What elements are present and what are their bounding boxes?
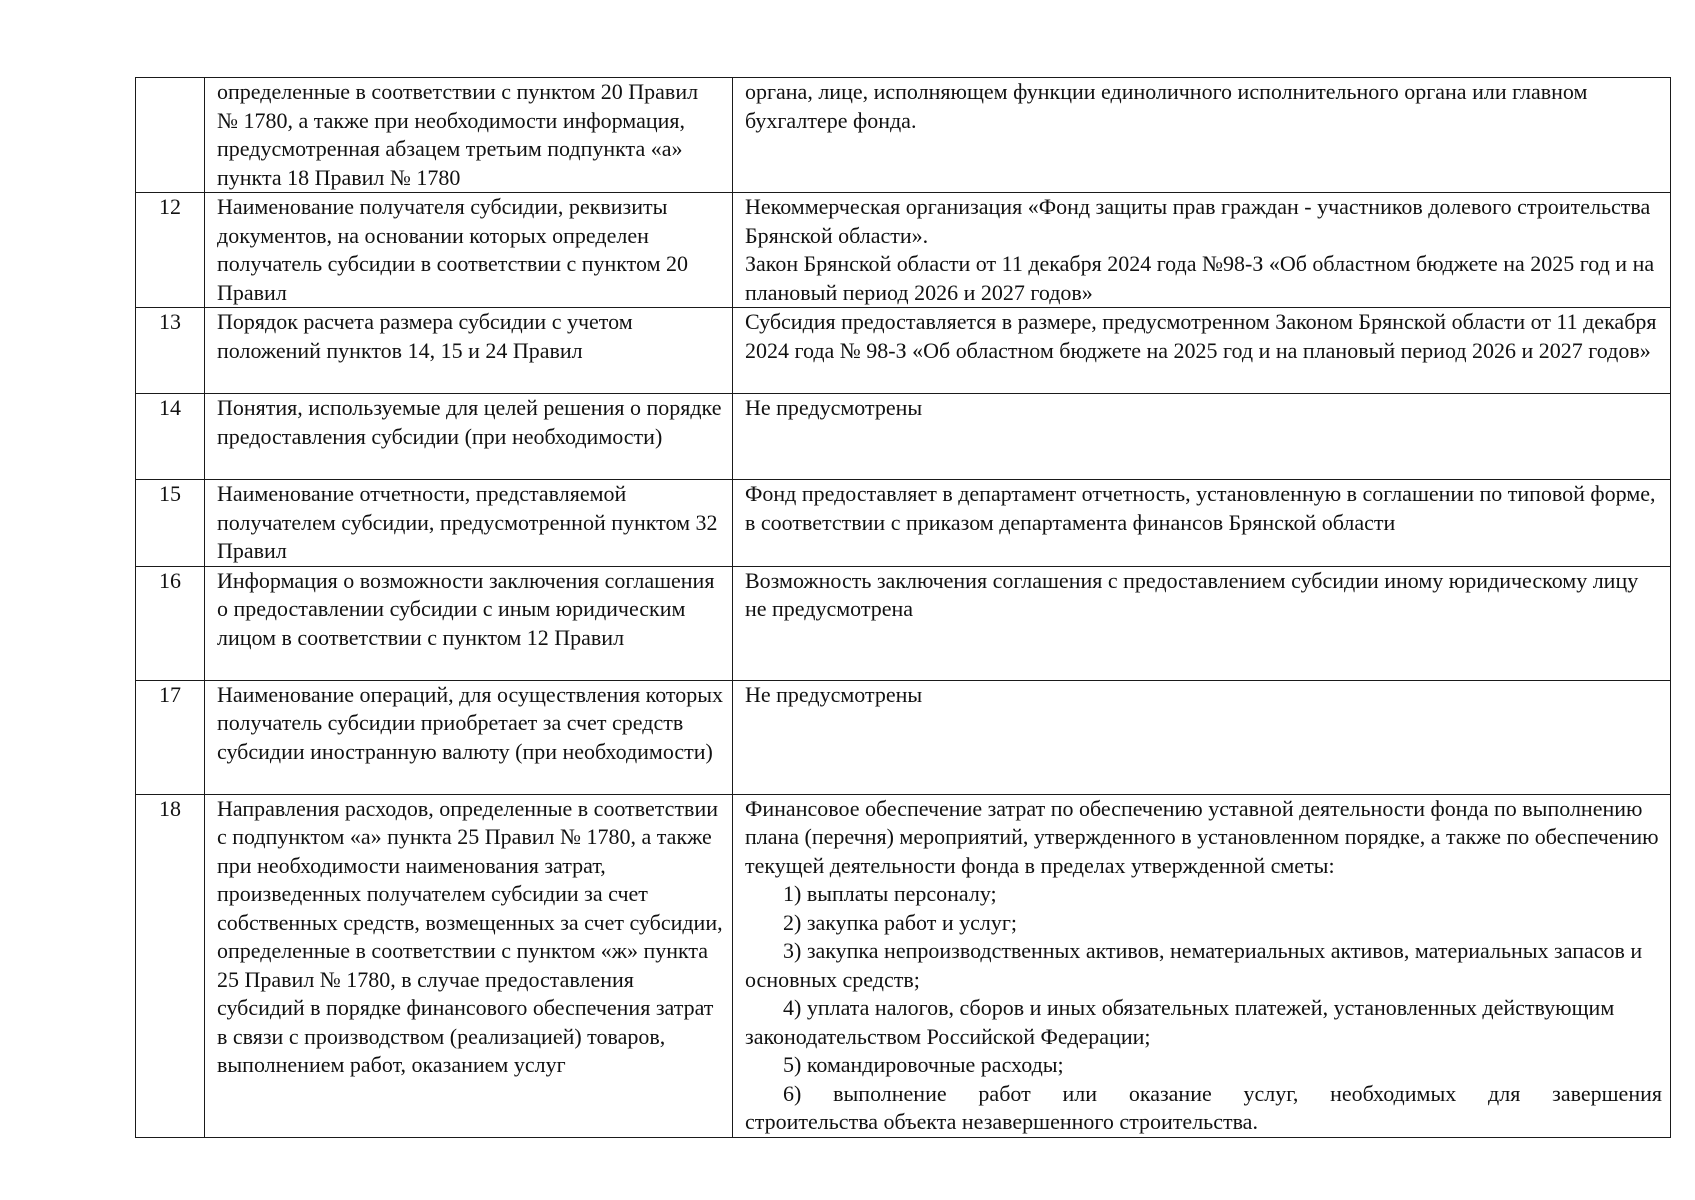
list-item-continuation: строительства объекта незавершенного строительства. [745, 1109, 1258, 1134]
value-paragraph: Закон Брянской области от 11 декабря 2024 года №98-З «Об областном бюджете на 2025 год и на плановый период 2026 и 2027 годов» [745, 251, 1655, 305]
list-item: 5) командировочные расходы; [783, 1052, 1064, 1077]
list-item: 3) закупка непроизводственных активов, нематериальных активов, материальных запасов и основных средств; [745, 938, 1643, 992]
row-value [733, 308, 1671, 394]
row-number: 13 [136, 308, 205, 394]
row-number: 14 [136, 394, 205, 480]
table-row [136, 308, 1671, 394]
table-row [136, 680, 1671, 794]
row-description: Понятия, используемые для целей решения о порядке предоставления субсидии (при необходимости) [205, 394, 733, 480]
row-number: 12 [136, 193, 205, 308]
row-description: Наименование операций, для осуществления которых получатель субсидии приобретает за счет средств субсидии иностранную валюту (при необходимости) [205, 680, 733, 794]
value-paragraph: Финансовое обеспечение затрат по обеспечению уставной деятельности фонда по выполнению плана (перечня) мероприятий, утвержденного в установленном порядке, а также по обеспечению текущей деятельности фонда в пределах утвержденной сметы: [745, 795, 1659, 878]
document-page [135, 77, 1670, 1138]
row-value [733, 566, 1671, 680]
value-paragraph: Не предусмотрены [745, 395, 923, 420]
row-number [136, 78, 205, 193]
row-value [733, 394, 1671, 480]
row-value [733, 794, 1671, 1137]
table-row [136, 566, 1671, 680]
row-description: Информация о возможности заключения соглашения о предоставлении субсидии с иным юридическим лицом в соответствии с пунктом 12 Правил [205, 566, 733, 680]
subsidy-table [135, 77, 1671, 1138]
row-value [733, 480, 1671, 567]
row-value [733, 78, 1671, 193]
row-description: Наименование отчетности, представляемой получателем субсидии, предусмотренной пунктом 32 Правил [205, 480, 733, 567]
row-description: определенные в соответствии с пунктом 20 Правил № 1780, а также при необходимости информация, предусмотренная абзацем третьим подпункта «а» пункта 18 Правил № 1780 [205, 78, 733, 193]
row-description: Направления расходов, определенные в соответствии с подпунктом «а» пункта 25 Правил № 1780, а также при необходимости наименования затрат, произведенных получателем субсидии за счет собственных средств, возмещенных за счет субсидии, определенные в соответствии с пунктом «ж» пункта 25 Правил № 1780, в случае предоставления субсидий в порядке финансового обеспечения затрат в связи с производством (реализацией) товаров, выполнением работ, оказанием услуг [205, 794, 733, 1137]
row-value [733, 193, 1671, 308]
row-number: 18 [136, 794, 205, 1137]
list-item: 6) выполнение работ или оказание услуг, необходимых для завершения [783, 1080, 1662, 1106]
table-row [136, 394, 1671, 480]
list-item: 2) закупка работ и услуг; [783, 909, 1017, 935]
row-value [733, 680, 1671, 794]
row-description: Наименование получателя субсидии, реквизиты документов, на основании которых определен получатель субсидии в соответствии с пунктом 20 Правил [205, 193, 733, 308]
table-row [136, 794, 1671, 1137]
row-number: 16 [136, 566, 205, 680]
row-number: 17 [136, 680, 205, 794]
value-paragraph: Субсидия предоставляется в размере, предусмотренном Законом Брянской области от 11 декабря 2024 года № 98-З «Об областном бюджете на 2025 год и на плановый период 2026 и 2027 годов» [745, 309, 1657, 363]
row-description: Порядок расчета размера субсидии с учетом положений пунктов 14, 15 и 24 Правил [205, 308, 733, 394]
table-row [136, 193, 1671, 308]
value-paragraph: Не предусмотрены [745, 681, 923, 707]
table-row [136, 480, 1671, 567]
list-item: 1) выплаты персоналу; [783, 881, 997, 906]
value-paragraph: органа, лице, исполняющем функции единоличного исполнительного органа или главном бухгалтере фонда. [745, 79, 1588, 133]
row-number: 15 [136, 480, 205, 567]
value-paragraph: Фонд предоставляет в департамент отчетность, установленную в соглашении по типовой форме, в соответствии с приказом департамента финансов Брянской области [745, 481, 1656, 535]
table-row [136, 78, 1671, 193]
list-item: 4) уплата налогов, сборов и иных обязательных платежей, установленных действующим законодательством Российской Федерации; [745, 995, 1615, 1049]
value-paragraph: Возможность заключения соглашения с предоставлением субсидии иному юридическому лицу не предусмотрена [745, 567, 1639, 621]
value-paragraph: Некоммерческая организация «Фонд защиты прав граждан - участников долевого строительства Брянской области». [745, 194, 1651, 248]
